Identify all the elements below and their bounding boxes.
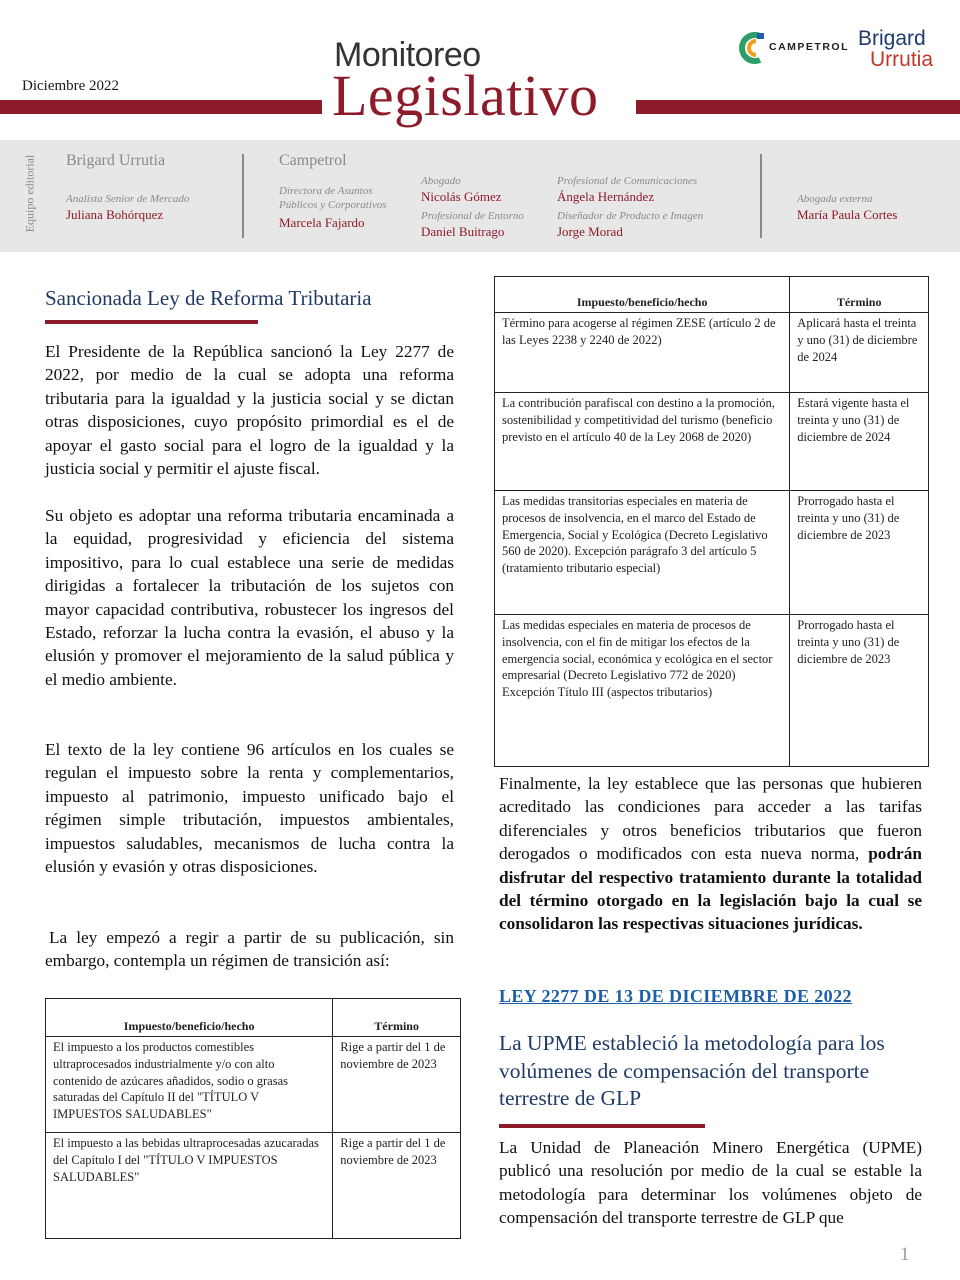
table-cell: Término para acogerse al régimen ZESE (artículo 2 de las Leyes 2238 y 2240 de 2022) — [495, 313, 790, 393]
table-row — [46, 1037, 461, 1133]
title-underline — [499, 1124, 705, 1128]
newsletter-header — [0, 0, 960, 140]
table-row — [495, 313, 929, 393]
table-cell: Las medidas especiales en materia de procesos de insolvencia, con el fin de mitigar los efectos de la emergencia social, económica y ecológica en el sector empresarial (Decreto Legislativo 772 de 2020) Excepción Título III (aspectos tributarios) — [495, 615, 790, 767]
table-row — [495, 393, 929, 491]
org-campetrol: Campetrol — [279, 152, 347, 169]
campetrol-logo — [735, 28, 849, 72]
campetrol-mark-icon — [735, 30, 769, 66]
article-title: Sancionada Ley de Reforma Tributaria — [45, 286, 372, 310]
table-cell: El impuesto a las bebidas ultraprocesadas azucaradas del Capítulo I del "TÍTULO V IMPUESTOS SALUDABLES" — [46, 1133, 333, 1239]
issue-date: Diciembre 2022 — [22, 78, 120, 94]
article-paragraph: La ley empezó a regir a partir de su publicación, sin embargo, contempla un régimen de transición así: — [45, 928, 454, 971]
role-externa: Abogada externa — [797, 193, 873, 205]
table-cell: Prorrogado hasta el treinta y uno (31) de diciembre de 2023 — [790, 491, 929, 615]
table-cell: Estará vigente hasta el treinta y uno (31) de diciembre de 2024 — [790, 393, 929, 491]
table-header-cell: Impuesto/beneficio/hecho — [495, 277, 790, 313]
table-cell: Prorrogado hasta el treinta y uno (31) de diciembre de 2023 — [790, 615, 929, 767]
role-abogado: Abogado — [421, 175, 461, 187]
closing-text: Finalmente, la ley establece que las personas que hubieren acreditado las condiciones para acceder a las tarifas diferenciales y otros beneficios tributarios que fueron derogados o modificados con esta nueva norma, — [499, 774, 922, 864]
name-comunicaciones: Ángela Hernández — [557, 189, 655, 204]
role-comunicaciones: Profesional de Comunicaciones — [557, 175, 698, 187]
table-cell: Aplicará hasta el treinta y uno (31) de diciembre de 2024 — [790, 313, 929, 393]
masthead-title-main: Legislativo — [332, 63, 599, 128]
brigard-logo-line2: Urrutia — [870, 48, 934, 71]
article-paragraph: Su objeto es adoptar una reforma tributaria encaminada a la equidad, progresividad y eficiencia del sistema impositivo, para lo cual establece una serie de medidas dirigidas a fortalecer la tributación de los sujetos con mayor capacidad contributiva, robustecer los ingresos del Estado, reforzar la lucha contra la evasión, el abuso y la elusión y promover el mejoramiento de la salud pública y el medio ambiente. — [45, 506, 454, 689]
table-cell: Rige a partir del 1 de noviembre de 2023 — [333, 1133, 461, 1239]
team-divider — [242, 154, 244, 238]
name-abogado: Nicolás Gómez — [421, 189, 502, 204]
article-closing-paragraph — [499, 772, 922, 936]
title-underline — [45, 320, 258, 324]
table-header-cell: Término — [333, 999, 461, 1037]
article-paragraph: La Unidad de Planeación Minero Energética (UPME) publicó una resolución por medio de la cual se estable la metodología para determinar los volúmenes objeto de compensación del transporte terrestre de GLP que — [499, 1138, 922, 1228]
transition-table-right — [494, 276, 929, 767]
role-entorno: Profesional de Entorno — [421, 210, 524, 222]
table-row — [495, 615, 929, 767]
editorial-team-band — [0, 140, 960, 252]
table-header-cell: Impuesto/beneficio/hecho — [46, 999, 333, 1037]
table-row — [46, 1133, 461, 1239]
header-rule-left — [0, 100, 322, 114]
role-brigard: Analista Senior de Mercado — [66, 193, 190, 205]
table-header-row — [46, 999, 461, 1037]
article-paragraph: El Presidente de la República sancionó la Ley 2277 de 2022, por medio de la cual se adopta una reforma tributaria para la igualdad y la justicia social y se dictan otras disposiciones, cuyo propósito primordial es el de apoyar el gasto social para el logro de la igualdad y la justicia social y permitir el ajuste fiscal. — [45, 342, 454, 479]
name-entorno: Daniel Buitrago — [421, 224, 505, 239]
name-directora: Marcela Fajardo — [279, 215, 365, 230]
table-cell: Rige a partir del 1 de noviembre de 2023 — [333, 1037, 461, 1133]
closing-text-bold: podrán disfrutar del respectivo tratamiento durante la totalidad del término otorgado en la legislación bajo la cual se consolidaron las respectivas situaciones jurídicas. — [499, 844, 922, 934]
header-rule-right — [636, 100, 960, 114]
masthead-title-top: Monitoreo — [334, 36, 481, 74]
team-divider — [760, 154, 762, 238]
table-row — [495, 491, 929, 615]
table-header-row — [495, 277, 929, 313]
role-directora: Directora de Asuntos Públicos y Corporativos — [279, 185, 387, 211]
editorial-team-label: Equipo editorial — [22, 154, 37, 233]
name-disenador: Jorge Morad — [557, 224, 623, 239]
article-title: La UPME estableció la metodología para los volúmenes de compensación del transporte terrestre de GLP — [499, 1031, 885, 1110]
name-externa: María Paula Cortes — [797, 207, 898, 222]
role-disenador: Diseñador de Producto e Imagen — [557, 210, 704, 222]
name-brigard: Juliana Bohórquez — [66, 207, 164, 222]
campetrol-logo-text: CAMPETROL — [769, 41, 849, 53]
table-header-cell: Término — [790, 277, 929, 313]
brigard-logo-line1: Brigard — [858, 27, 926, 50]
page-number: 1 — [900, 1244, 910, 1265]
table-cell: El impuesto a los productos comestibles ultraprocesados industrialmente y/o con alto contenido de azúcares añadidos, sodio o grasas saturadas del Capítulo II del "TÍTULO V IMPUESTOS SALUDABLES" — [46, 1037, 333, 1133]
table-cell: Las medidas transitorias especiales en materia de procesos de insolvencia, en el marco del Estado de Emergencia, Social y Ecológica (Decreto Legislativo 560 de 2020). Excepción parágrafo 3 del artículo 5 (tratamiento tributario especial) — [495, 491, 790, 615]
article-paragraph: El texto de la ley contiene 96 artículos en los cuales se regulan el impuesto sobre la renta y complementarios, impuesto al patrimonio, impuesto unificado bajo el régimen simple tributación, impuestos ambientales, impuestos saludables, mecanismos de lucha contra la elusión y evasión y otras disposiciones. — [45, 740, 454, 877]
table-cell: La contribución parafiscal con destino a la promoción, sostenibilidad y competitividad del turismo (beneficio previsto en el artículo 40 de la Ley 2068 de 2020) — [495, 393, 790, 491]
transition-table-left — [45, 998, 461, 1239]
law-link[interactable]: LEY 2277 DE 13 DE DICIEMBRE DE 2022 — [499, 986, 852, 1006]
org-brigard: Brigard Urrutia — [66, 152, 166, 169]
brigard-urrutia-logo — [858, 28, 933, 70]
